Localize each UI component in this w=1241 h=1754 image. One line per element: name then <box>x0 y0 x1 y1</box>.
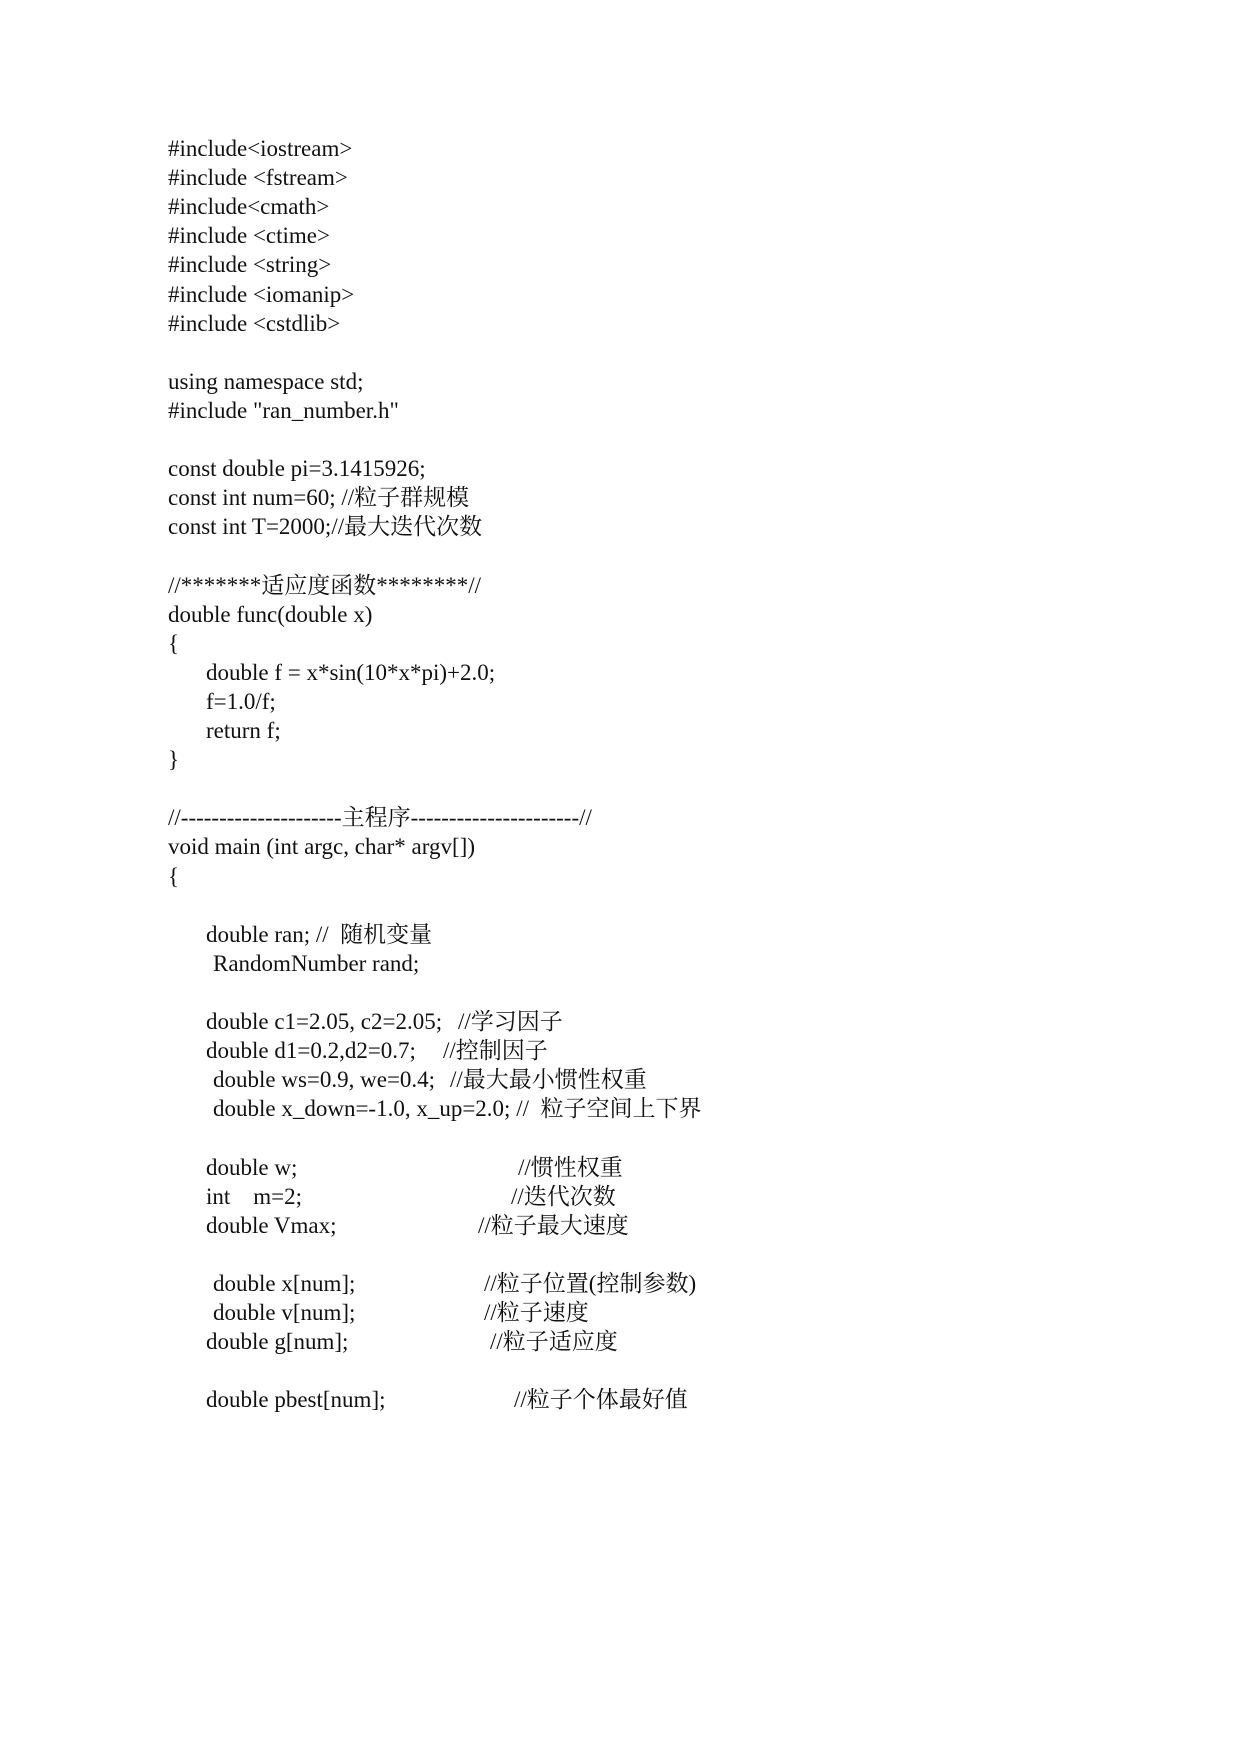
code-text: double c1=2.05, c2=2.05; <box>206 1009 443 1034</box>
code-text: double Vmax; <box>206 1212 337 1238</box>
code-text: void main (int argc, char* argv[]) <box>168 834 475 860</box>
code-text: const double pi=3.1415926; <box>168 456 426 482</box>
code-text: int m=2; <box>206 1183 303 1209</box>
code-comment: //粒子适应度 <box>490 1329 618 1355</box>
code-text: double v[num]; <box>213 1300 356 1325</box>
code-comment: //最大最小惯性权重 <box>450 1067 647 1093</box>
code-text: double f = x*sin(10*x*pi)+2.0; <box>206 659 496 685</box>
code-text: #include <string> <box>168 252 332 278</box>
code-text: double ws=0.9, we=0.4; <box>213 1067 436 1093</box>
code-text: double w; <box>206 1154 298 1180</box>
code-text: #include <ctime> <box>168 223 330 249</box>
code-comment: //控制因子 <box>443 1038 548 1064</box>
code-comment: //学习因子 <box>458 1009 563 1034</box>
code-text: //---------------------主程序----------------------// <box>168 805 592 831</box>
code-text: double x_down=-1.0, x_up=2.0; // 粒子空间上下界 <box>213 1096 702 1122</box>
code-text: { <box>168 630 180 656</box>
code-text: const int T=2000;//最大迭代次数 <box>168 514 483 540</box>
code-text: #include <cstdlib> <box>168 310 341 336</box>
code-comment: //粒子最大速度 <box>478 1212 629 1238</box>
code-text: double g[num]; <box>206 1329 349 1355</box>
code-text: using namespace std; <box>168 368 364 394</box>
code-text: f=1.0/f; <box>206 688 276 714</box>
code-text: #include<iostream> <box>168 136 353 161</box>
code-text: double ran; // 随机变量 <box>206 921 433 947</box>
code-text: #include <iomanip> <box>168 281 355 307</box>
code-comment: //迭代次数 <box>511 1183 616 1209</box>
code-comment: //粒子速度 <box>484 1300 589 1325</box>
code-text: double func(double x) <box>168 601 373 627</box>
code-text: //*******适应度函数********// <box>168 572 482 598</box>
code-text: double x[num]; <box>213 1270 356 1296</box>
code-comment: //惯性权重 <box>518 1154 623 1180</box>
code-text: } <box>168 747 180 773</box>
code-text: double d1=0.2,d2=0.7; <box>206 1038 416 1064</box>
code-text: RandomNumber rand; <box>213 950 420 976</box>
code-comment: //粒子位置(控制参数) <box>484 1270 697 1296</box>
code-text: #include<cmath> <box>168 194 330 220</box>
code-text: const int num=60; //粒子群规模 <box>168 485 470 511</box>
code-text: #include <fstream> <box>168 165 348 191</box>
code-comment: //粒子个体最好值 <box>514 1387 688 1413</box>
code-text: { <box>168 863 180 889</box>
code-text: return f; <box>206 718 281 743</box>
code-text: #include "ran_number.h" <box>168 397 399 423</box>
code-text: double pbest[num]; <box>206 1387 386 1413</box>
